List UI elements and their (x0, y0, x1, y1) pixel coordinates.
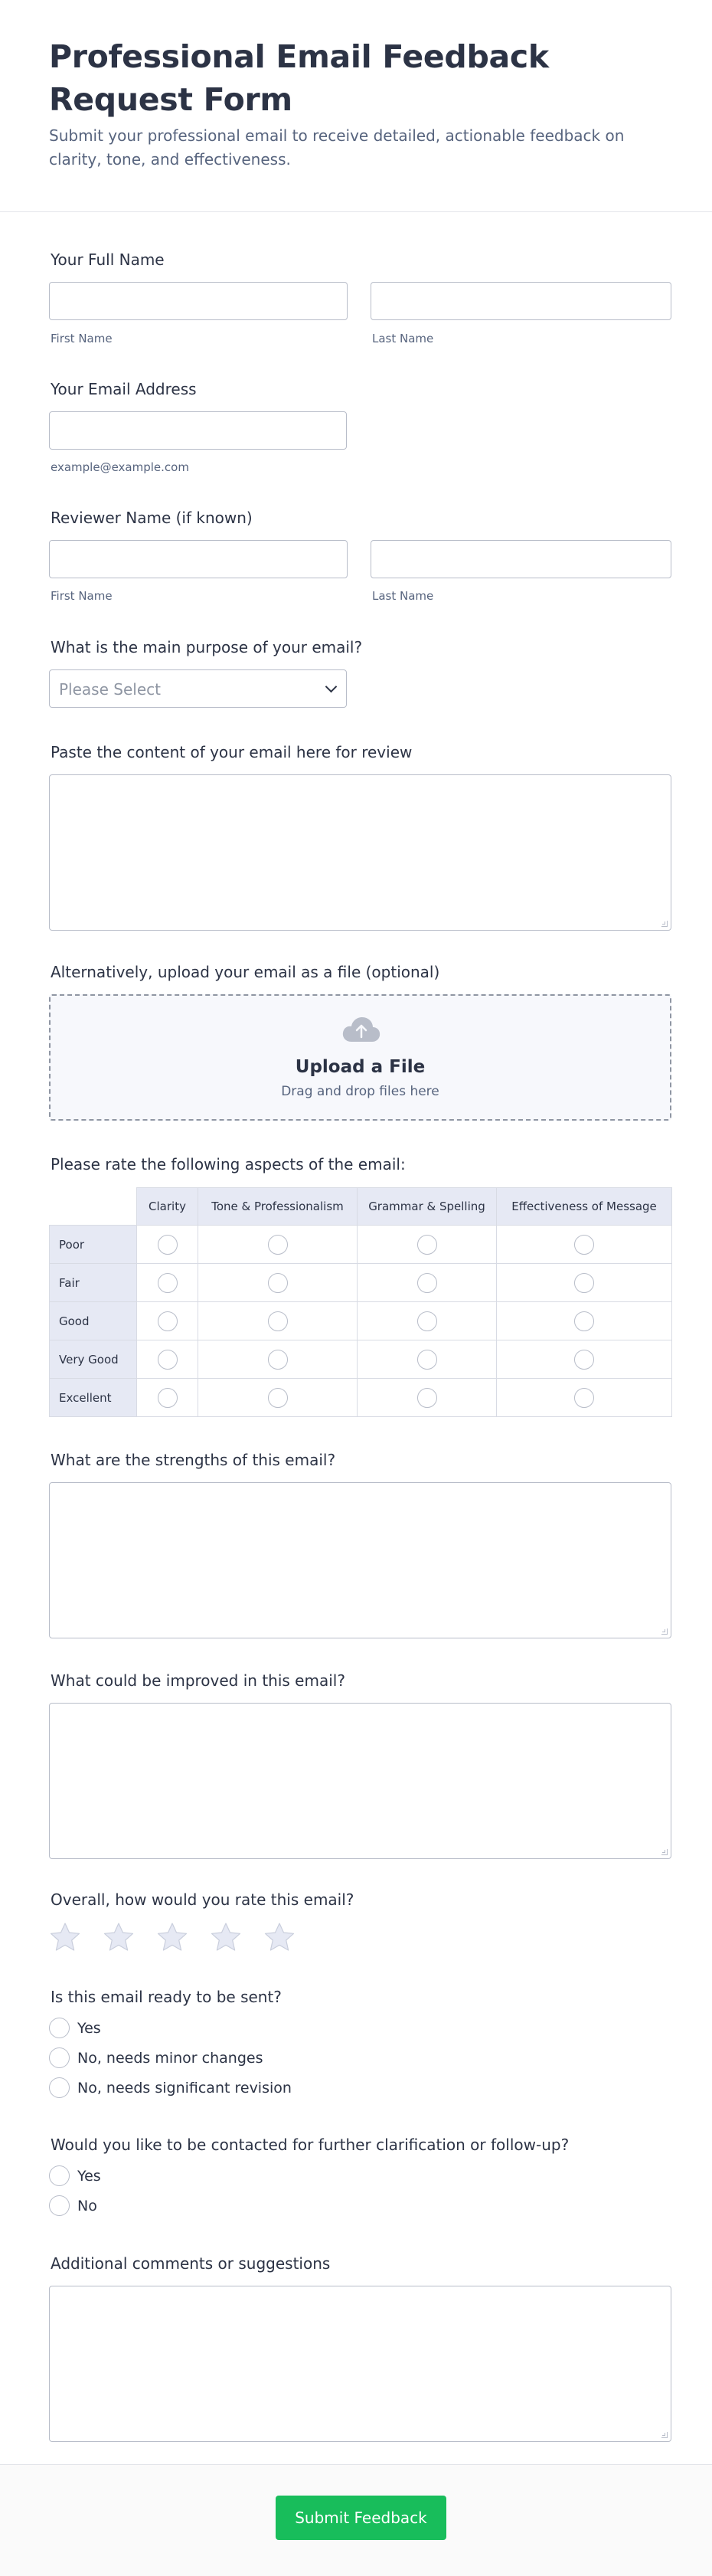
submit-feedback-button[interactable]: Submit Feedback (276, 2496, 446, 2540)
email-sublabel: example@example.com (51, 460, 189, 474)
matrix-radio-button[interactable] (158, 1273, 178, 1293)
matrix-row-label: Excellent (50, 1379, 137, 1417)
contact-option-yes[interactable] (49, 2165, 101, 2186)
radio-button[interactable] (49, 2165, 70, 2186)
chevron-down-icon (325, 681, 338, 693)
matrix-radio-button[interactable] (417, 1235, 437, 1255)
matrix-radio-button[interactable] (268, 1235, 288, 1255)
resize-handle-icon[interactable] (661, 921, 668, 927)
matrix-cell (497, 1340, 672, 1379)
star-icon[interactable] (210, 1921, 242, 1953)
matrix-col-header: Tone & Professionalism (198, 1188, 358, 1226)
content-label: Paste the content of your email here for review (51, 743, 413, 761)
ready-option-significant-revision[interactable] (49, 2077, 292, 2098)
matrix-cell (358, 1264, 497, 1302)
ready-label: Is this email ready to be sent? (51, 1988, 282, 2006)
matrix-cell (198, 1226, 358, 1264)
matrix-cell (137, 1379, 198, 1417)
star-icon[interactable] (156, 1921, 188, 1953)
matrix-radio-button[interactable] (158, 1388, 178, 1408)
matrix-row (50, 1340, 672, 1379)
upload-label: Alternatively, upload your email as a file (optional) (51, 963, 440, 981)
radio-label: Yes (77, 2019, 101, 2037)
resize-handle-icon[interactable] (661, 1628, 668, 1635)
matrix-row-label: Poor (50, 1226, 137, 1264)
matrix-row (50, 1226, 672, 1264)
file-upload-dropzone[interactable] (49, 994, 671, 1121)
matrix-radio-button[interactable] (268, 1273, 288, 1293)
improvements-textarea[interactable] (49, 1703, 671, 1859)
improvements-label: What could be improved in this email? (51, 1671, 345, 1690)
matrix-radio-button[interactable] (268, 1311, 288, 1331)
reviewer-label: Reviewer Name (if known) (51, 509, 253, 527)
page-subtitle: Submit your professional email to receive detailed, actionable feedback on clarity, tone, and effectiveness. (49, 126, 625, 169)
radio-label: Yes (77, 2167, 101, 2185)
matrix-radio-button[interactable] (574, 1311, 594, 1331)
ready-option-minor-changes[interactable] (49, 2047, 263, 2068)
matrix-radio-button[interactable] (268, 1350, 288, 1370)
ready-option-yes[interactable] (49, 2018, 101, 2038)
matrix-radio-button[interactable] (158, 1311, 178, 1331)
radio-button[interactable] (49, 2018, 70, 2038)
matrix-cell (198, 1379, 358, 1417)
last-name-sublabel: Last Name (372, 332, 434, 345)
reviewer-first-name-input[interactable] (49, 540, 348, 578)
resize-handle-icon[interactable] (661, 1849, 668, 1855)
matrix-cell (137, 1264, 198, 1302)
matrix-radio-button[interactable] (574, 1350, 594, 1370)
upload-title: Upload a File (295, 1057, 426, 1077)
matrix-cell (497, 1302, 672, 1340)
matrix-radio-button[interactable] (574, 1388, 594, 1408)
page-title: Professional Email Feedback Request Form (49, 38, 549, 118)
email-content-textarea[interactable] (49, 774, 671, 931)
upload-subtitle: Drag and drop files here (281, 1084, 439, 1099)
star-icon[interactable] (263, 1921, 296, 1953)
comments-textarea[interactable] (49, 2286, 671, 2442)
form-footer (0, 2464, 712, 2576)
matrix-row (50, 1264, 672, 1302)
matrix-cell (497, 1264, 672, 1302)
email-label: Your Email Address (51, 380, 197, 398)
matrix-cell (198, 1302, 358, 1340)
full-name-label: Your Full Name (51, 250, 165, 269)
matrix-radio-button[interactable] (417, 1388, 437, 1408)
matrix-row (50, 1379, 672, 1417)
radio-button[interactable] (49, 2047, 70, 2068)
comments-label: Additional comments or suggestions (51, 2254, 331, 2273)
contact-option-no[interactable] (49, 2195, 97, 2216)
matrix-col-header: Clarity (137, 1188, 198, 1226)
purpose-label: What is the main purpose of your email? (51, 638, 363, 656)
matrix-radio-button[interactable] (158, 1350, 178, 1370)
matrix-row-label: Fair (50, 1264, 137, 1302)
matrix-cell (137, 1340, 198, 1379)
matrix-radio-button[interactable] (417, 1311, 437, 1331)
matrix-radio-button[interactable] (417, 1350, 437, 1370)
matrix-cell (358, 1379, 497, 1417)
matrix-col-header: Grammar & Spelling (358, 1188, 497, 1226)
matrix-radio-button[interactable] (158, 1235, 178, 1255)
matrix-radio-button[interactable] (268, 1388, 288, 1408)
overall-rating-label: Overall, how would you rate this email? (51, 1890, 354, 1909)
matrix-row-label: Very Good (50, 1340, 137, 1379)
matrix-radio-button[interactable] (574, 1273, 594, 1293)
star-icon[interactable] (49, 1921, 81, 1953)
first-name-sublabel: First Name (51, 332, 113, 345)
star-rating (49, 1921, 296, 1953)
matrix-col-header: Effectiveness of Message (497, 1188, 672, 1226)
strengths-label: What are the strengths of this email? (51, 1451, 336, 1469)
resize-handle-icon[interactable] (661, 2432, 668, 2438)
matrix-cell (198, 1264, 358, 1302)
form-header (0, 0, 712, 212)
rating-matrix-label: Please rate the following aspects of the email: (51, 1155, 406, 1173)
matrix-radio-button[interactable] (574, 1235, 594, 1255)
reviewer-first-sublabel: First Name (51, 589, 113, 603)
purpose-selected-value: Please Select (59, 680, 161, 699)
matrix-cell (358, 1340, 497, 1379)
radio-label: No (77, 2197, 97, 2214)
radio-label: No, needs minor changes (77, 2049, 263, 2067)
first-name-input[interactable] (49, 282, 348, 320)
matrix-cell (358, 1226, 497, 1264)
cloud-upload-icon (341, 1016, 381, 1043)
contact-label: Would you like to be contacted for further clarification or follow-up? (51, 2136, 570, 2154)
reviewer-last-name-input[interactable] (371, 540, 671, 578)
matrix-radio-button[interactable] (417, 1273, 437, 1293)
matrix-cell (497, 1226, 672, 1264)
matrix-row-label: Good (50, 1302, 137, 1340)
matrix-corner (50, 1188, 137, 1226)
radio-button[interactable] (49, 2077, 70, 2098)
matrix-cell (198, 1340, 358, 1379)
email-input[interactable] (49, 411, 347, 450)
radio-button[interactable] (49, 2195, 70, 2216)
rating-matrix (49, 1187, 672, 1417)
radio-label: No, needs significant revision (77, 2079, 292, 2096)
matrix-cell (137, 1226, 198, 1264)
matrix-row (50, 1302, 672, 1340)
strengths-textarea[interactable] (49, 1482, 671, 1638)
matrix-cell (358, 1302, 497, 1340)
reviewer-last-sublabel: Last Name (372, 589, 434, 603)
star-icon[interactable] (103, 1921, 135, 1953)
matrix-cell (137, 1302, 198, 1340)
purpose-dropdown[interactable] (49, 669, 347, 708)
matrix-cell (497, 1379, 672, 1417)
last-name-input[interactable] (371, 282, 671, 320)
